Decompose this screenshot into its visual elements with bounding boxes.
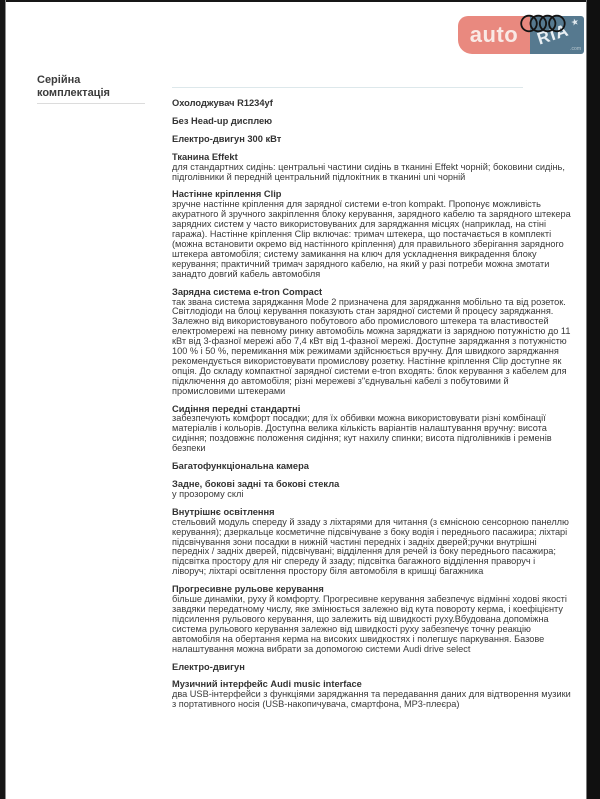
equipment-section [172, 117, 571, 127]
auto-logo-text: auto [469, 22, 519, 47]
section-title: Без Head-up дисплею [172, 115, 273, 126]
section-body: для стандартних сидінь: центральні частини сидінь в тканині Effekt чорній; боковини сидінь, підголівники й передній центральний підлокітник в тканині uni чорній [172, 161, 565, 182]
page-right-edge [586, 0, 600, 799]
equipment-section [172, 405, 571, 455]
section-body: два USB-інтерфейси з функціями заряджання та передавання даних для відтворення музики з портативного носія (USB-накопичувача, смартфона, MP3-плеєра) [172, 689, 571, 710]
section-title: Охолоджувач R1234yf [172, 98, 273, 108]
star-icon: ★ [569, 16, 581, 28]
equipment-section [172, 99, 571, 109]
section-title: Задне, бокові задні та бокові стекла [172, 479, 340, 489]
section-title: Музичний інтерфейс Audi music interface [172, 679, 362, 690]
equipment-section [172, 663, 571, 673]
sidebar-section-label: Серійна комплектація [37, 74, 145, 104]
equipment-section [172, 288, 571, 397]
section-body: стельовий модуль спереду й ззаду з ліхтарями для читання (з ємнісною сенсорною панеллю керування); дзеркальце косметичне підсвічуване з боку водія і переднього пасажира; ліхтарі підсвічування зони посадки в нижній частині передніх і задніх дверей;ручки внутрішні передніх / задніх дверей, підсвічувані; відділення для речей із боку переднього пасажира; підсвітка простору для ніг спереду й ззаду; підсвітка багажного відділення праворуч і ліворуч; ліхтарі освітлення простору біля автомобіля в кришці багажника [172, 516, 569, 577]
section-title: Настінне кріплення Clip [172, 189, 282, 200]
equipment-list [172, 99, 571, 710]
equipment-section [172, 480, 571, 500]
autoria-logo [458, 16, 584, 54]
section-body: забезпечують комфорт посадки; для їх оббивки можна використовувати різні комбінації матеріалів і кольорів. Доступна велика кількість варіантів налаштування вручну: висота сидіння; поздовжнє положення сидіння; кут нахилу спинки; висота підголівників і ременів безпеки [172, 413, 552, 454]
audi-rings-icon [520, 14, 566, 33]
equipment-section [172, 508, 571, 577]
equipment-section [172, 153, 571, 183]
equipment-section [172, 462, 571, 472]
section-body: зручне настінне кріплення для зарядної системи e-tron kompakt. Пропонує можливість акуратного й зручного закріплення блоку керування, зарядного кабелю та зарядного штекера зарядних систем у часто використовуваних для заряджання місцях (наприклад, на стіні гаража). Настінне кріплення Clip включає: тримач штекера, що постачається в комплекті (можна встановити окремо від настінного кріплення) для правильного зберігання зарядного штекера автомобіля; систему замикання на ключ для ускладнення викрадення блоку керування; практичний тримач зарядного кабелю, на який у разі потреби можна змотати занадто довгий кабель автомобіля [172, 199, 571, 279]
equipment-content [172, 87, 571, 718]
section-title: Зарядна система e-tron Compact [172, 286, 323, 297]
equipment-section [172, 135, 571, 145]
section-body: більше динаміки, руху й комфорту. Прогресивне керування забезпечує відмінні ходові якості завдяки передатному числу, яке змінюється залежно від кута повороту керма, і коефіцієнту підсилення рульового керування, що залежить від швидкості руху.Вбудована допоміжна система рульового керування залежно від швидкості руху забезпечує точну реакцію автомобіля на обертання керма на високих швидкостях і полегшує паркування. Базове налаштування можна вибрати за допомогою системи Audi drive select [172, 594, 567, 654]
equipment-section [172, 585, 571, 654]
equipment-section [172, 680, 571, 710]
section-body: так звана система заряджання Mode 2 призначена для заряджання мобільно та від розеток. Світлодіоди на блоці керування показують стан зарядної системи й процесу заряджання. Залежно від використовуваного побутового або промислового штекера та властивостей електромережі на певному ринку автомобіль можна заряджати із зарядною потужністю до 11 кВт від 3-фазної мережі або 7,4 кВт від 1-фазної мережі. Доступне заряджання з потужністю 100 % і 50 %, перемикання між режимами здійснюється вручну. Для швидкого заряджання рекомендується використовувати промислову розетку. Настінне кріплення Clip доступне як опція. До складу компактної зарядної системи e-tron входять: блок керування з кабелем для підключення до автомобіля; різні мережеві з"єднувальні кабелі з побутовими й промисловими штекерами [172, 296, 571, 396]
page-top-edge [0, 0, 600, 2]
section-title: Сидіння передні стандартні [172, 403, 301, 414]
ria-domain-text: .com [570, 46, 581, 52]
section-title: Внутрішнє освітлення [172, 506, 275, 517]
section-title: Тканина Effekt [172, 151, 238, 162]
page-left-edge [0, 0, 6, 799]
section-title: Багатофункціональна камера [172, 461, 309, 472]
ria-logo-text: RIA [534, 20, 572, 49]
section-title: Прогресивне рульове керування [172, 584, 324, 595]
section-title: Електро-двигун 300 кВт [172, 133, 282, 144]
section-body: у прозорому склі [172, 488, 244, 499]
section-title: Електро-двигун [172, 661, 245, 672]
equipment-section [172, 190, 571, 279]
content-divider [172, 87, 523, 88]
